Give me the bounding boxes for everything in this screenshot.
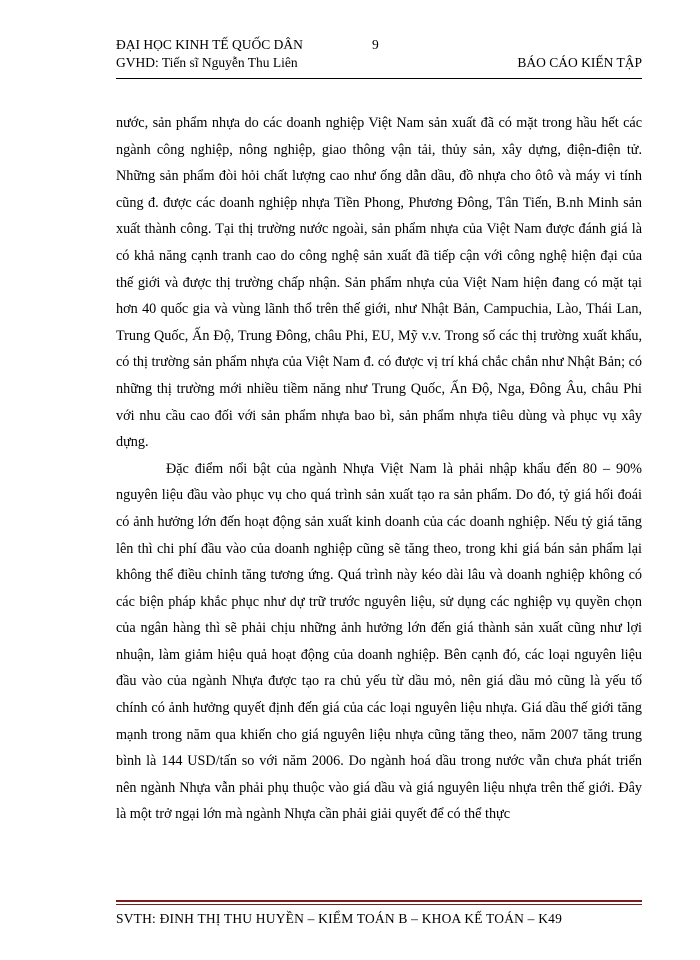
footer-divider-thin — [116, 904, 642, 905]
footer-divider-thick — [116, 900, 642, 902]
header-row-2 — [116, 54, 642, 72]
page-footer: SVTH: ĐINH THỊ THU HUYỀN – KIỂM TOÁN B – KHOA KẾ TOÁN – K49 — [116, 911, 563, 926]
paragraph: Đặc điểm nổi bật của ngành Nhựa Việt Nam là phải nhập khẩu đến 80 – 90% nguyên liệu đầu vào phục vụ cho quá trình sản xuất tạo ra sản phẩm. Do đó, tỷ giá hối đoái có ảnh hưởng lớn đến hoạt động sản xuất kinh doanh của các doanh nghiệp. Nếu tỷ giá tăng lên thì chi phí đầu vào của doanh nghiệp cũng sẽ tăng theo, trong khi giá bán sản phẩm lại không thể điều chỉnh tăng tương ứng. Quá trình này kéo dài lâu và doanh nghiệp không có các biện pháp khắc phục như dự trữ trước nguyên liệu, sử dụng các nghiệp vụ quyền chọn của ngân hàng thì sẽ phải chịu những ảnh hưởng lớn đến giá thành sản xuất cũng như lợi nhuận, làm giảm hiệu quả hoạt động của doanh nghiệp. Bên cạnh đó, các loại nguyên liệu đầu vào của ngành Nhựa được tạo ra chủ yếu từ dầu mỏ, nên giá dầu mỏ cũng là yếu tố chính có ảnh hưởng quyết định đến giá của các loại nguyên liệu nhựa. Giá dầu thế giới tăng mạnh trong năm qua khiến cho giá nguyên liệu nhựa cũng tăng theo, năm 2007 tăng trung bình là 144 USD/tấn so với năm 2006. Do ngành hoá dầu trong nước vẫn chưa phát triển nên ngành Nhựa vẫn phải phụ thuộc vào giá dầu và giá nguyên liệu nhựa trên thế giới. Đây là một trở ngại lớn mà ngành Nhựa cần phải giải quyết để có thể thực — [116, 460, 642, 823]
page-header — [116, 36, 642, 72]
report-title: BÁO CÁO KIẾN TẬP — [517, 55, 642, 70]
document-body — [116, 110, 642, 828]
university-name: ĐẠI HỌC KINH TẾ QUỐC DÂN — [116, 37, 303, 52]
page-number: 9 — [372, 37, 379, 52]
advisor-name: GVHD: Tiến sĩ Nguyễn Thu Liên — [116, 55, 298, 70]
header-divider — [116, 78, 642, 79]
paragraph: nước, sản phẩm nhựa do các doanh nghiệp Việt Nam sản xuất đã có mặt trong hầu hết các ngành công nghiệp, nông nghiệp, giao thông vận tải, thủy sản, xây dựng, điện-điện tử. Những sản phẩm đòi hỏi chất lượng cao như ống dẫn dầu, đồ nhựa cho ôtô và máy vi tính cũng đ. được các doanh nghiệp nhựa Tiền Phong, Phương Đông, Tân Tiến, B.nh Minh sản xuất thành công. Tại thị trường nước ngoài, sản phẩm nhựa của Việt Nam được đánh giá là có khả năng cạnh tranh cao do công nghệ sản xuất đã tiếp cận với công nghệ hiện đại của thế giới và được thị trường chấp nhận. Sản phẩm nhựa của Việt Nam hiện đang có mặt tại hơn 40 quốc gia và vùng lãnh thổ trên thế giới, như Nhật Bản, Campuchia, Lào, Thái Lan, Trung Quốc, Ấn Độ, Trung Đông, châu Phi, EU, Mỹ v.v. Trong số các thị trường xuất khẩu, có thị trường sản phẩm nhựa của Việt Nam đ. có được vị trí khá chắc chắn như Nhật Bản; có những thị trường mới nhiều tiềm năng như Trung Quốc, Ấn Độ, Nga, Đông Âu, châu Phi với nhu cầu cao đối với sản phẩm nhựa bao bì, sản phẩm nhựa tiêu dùng và phục vụ xây dựng. — [116, 115, 642, 451]
header-row-1 — [116, 36, 642, 54]
